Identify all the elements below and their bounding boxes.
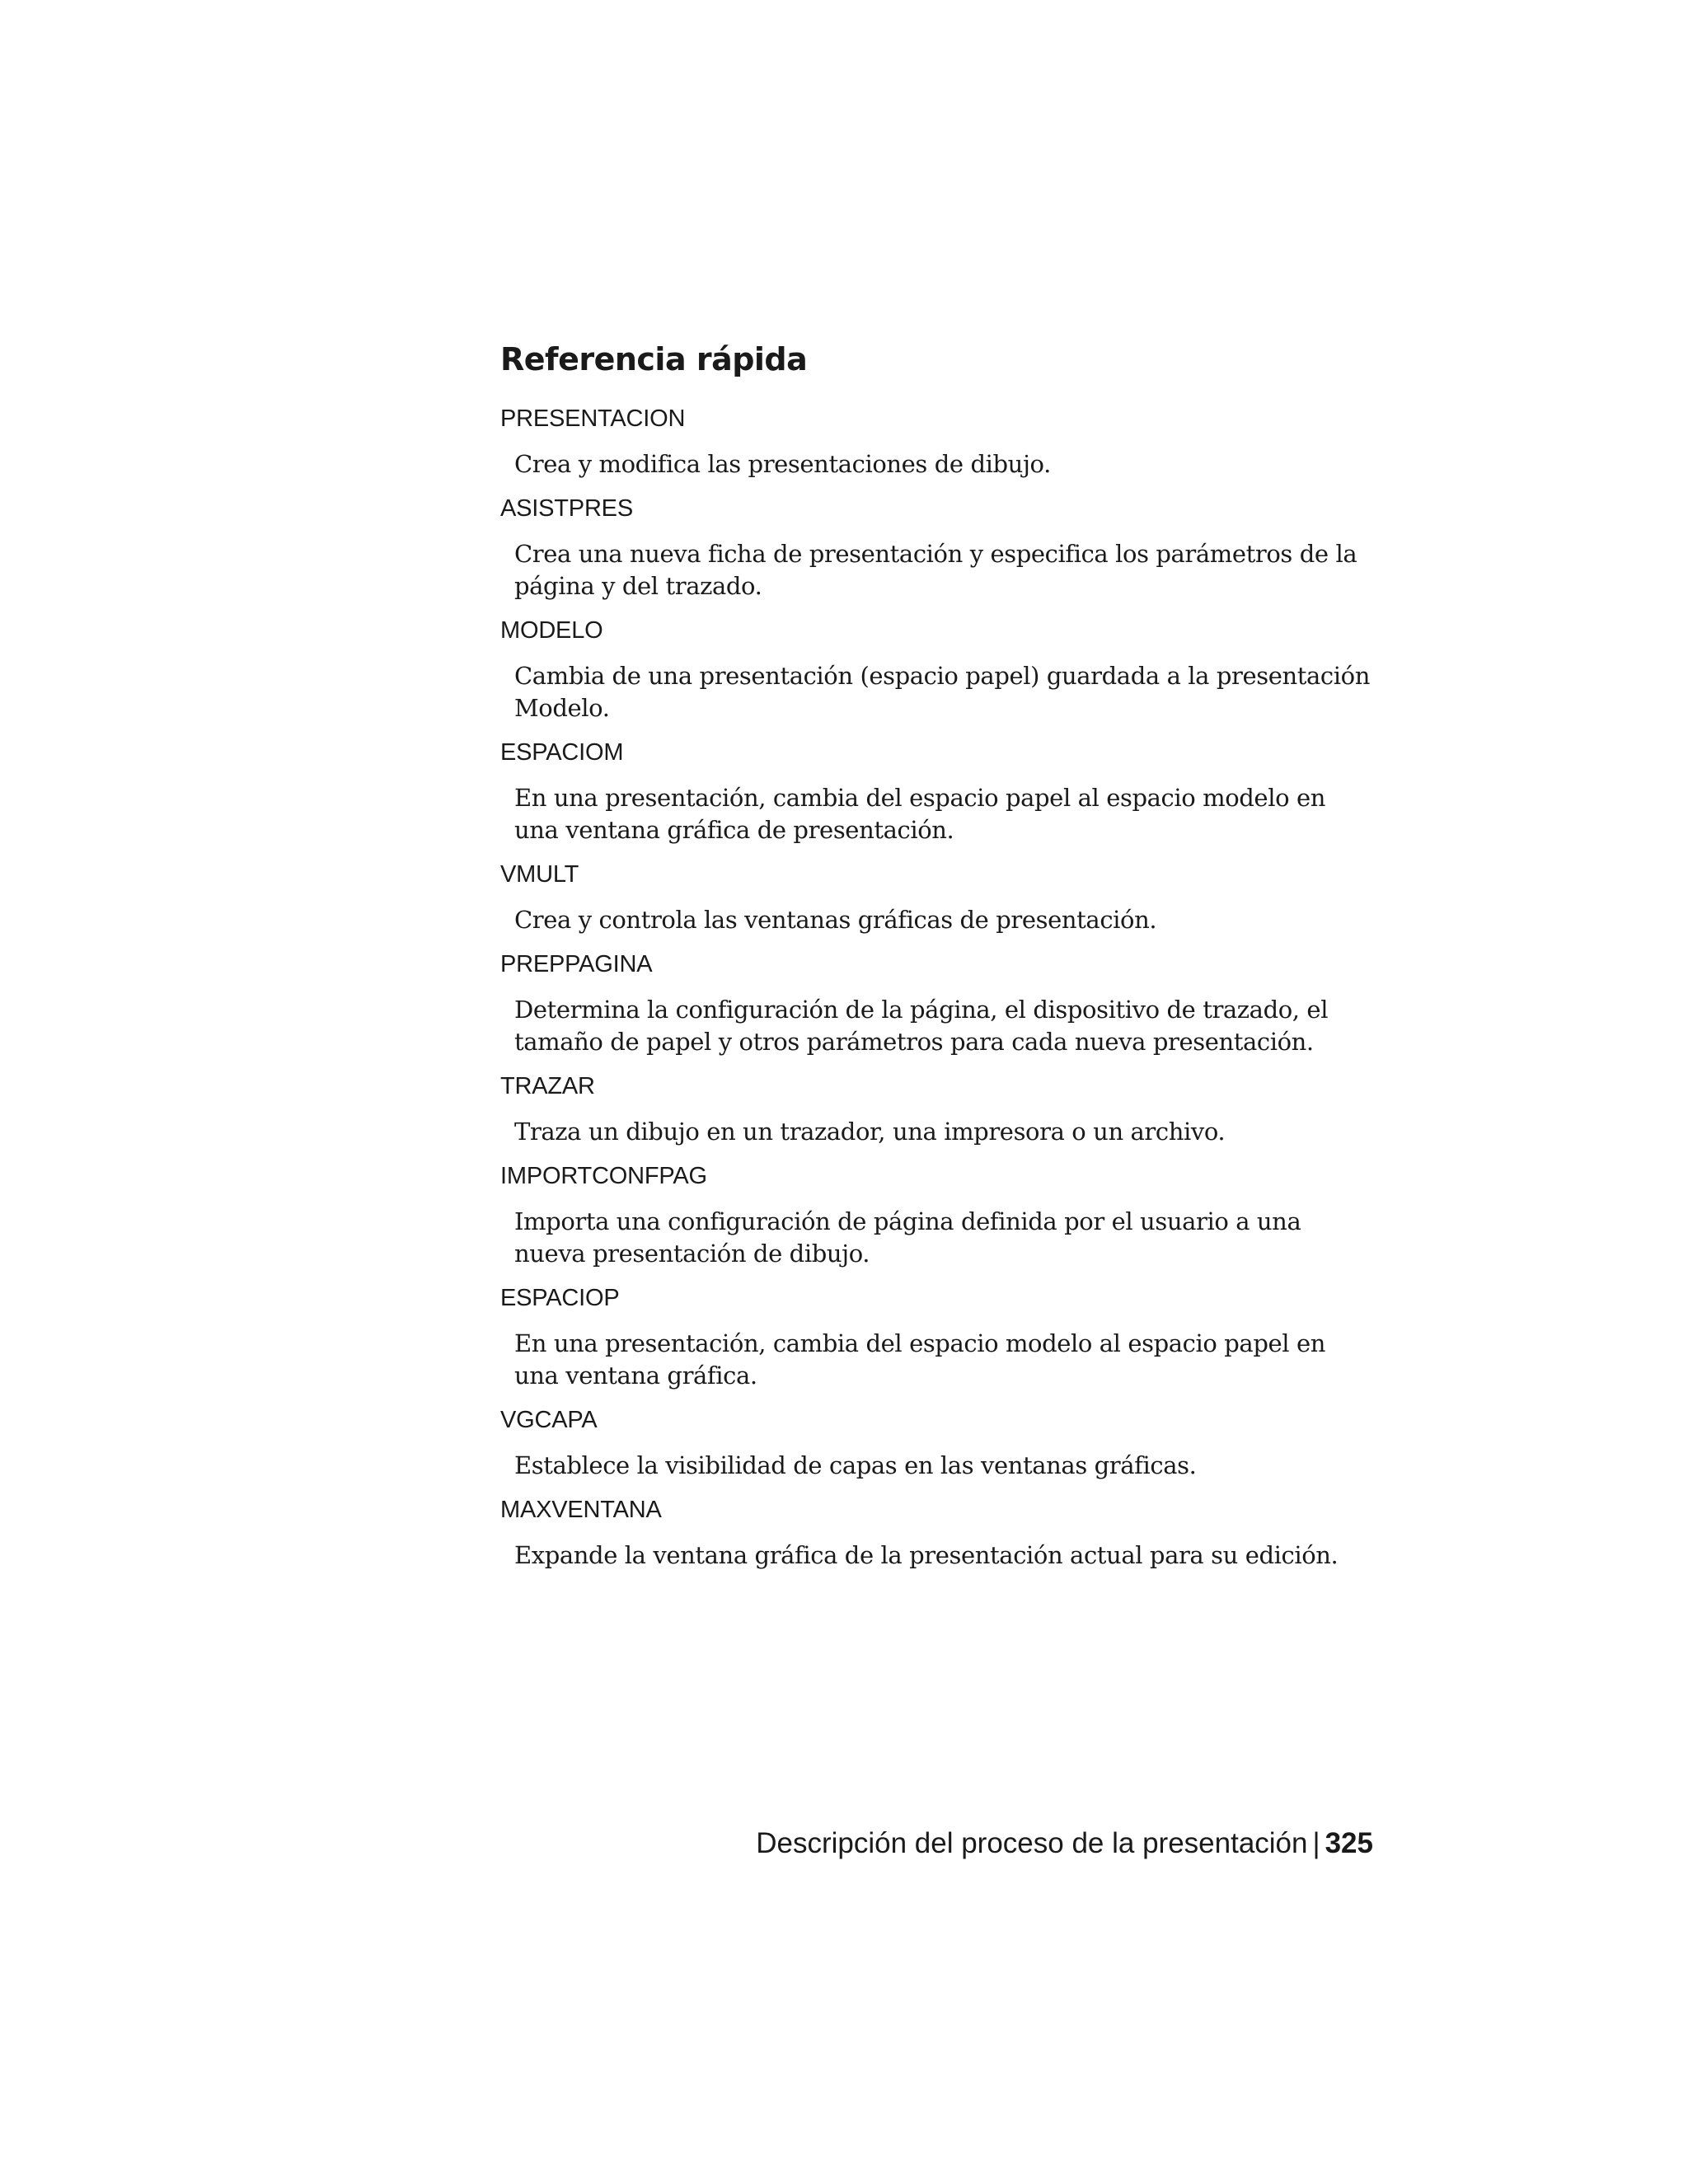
- command-entry: [500, 1070, 1374, 1148]
- command-entry: [500, 1493, 1374, 1572]
- command-name: VMULT: [500, 861, 579, 888]
- command-description: Cambia de una presentación (espacio papel) guardada a la presentación Modelo.: [514, 662, 1370, 722]
- command-name: IMPORTCONFPAG: [500, 1163, 707, 1189]
- command-name: PREPPAGINA: [500, 951, 653, 977]
- command-entry: [500, 402, 1374, 480]
- command-name: VGCAPA: [500, 1407, 598, 1433]
- command-name: TRAZAR: [500, 1073, 595, 1099]
- command-description: Expande la ventana gráfica de la presentación actual para su edición.: [514, 1541, 1339, 1569]
- command-description: Crea una nueva ficha de presentación y especifica los parámetros de la página y del trazado.: [514, 540, 1357, 600]
- command-entry: [500, 492, 1374, 602]
- footer-separator: |: [1312, 1827, 1320, 1859]
- command-name: PRESENTACION: [500, 405, 686, 432]
- command-entry: [500, 614, 1374, 724]
- section-title: Referencia rápida: [500, 341, 808, 377]
- command-description: Crea y modifica las presentaciones de dibujo.: [514, 450, 1051, 478]
- command-entry: [500, 1160, 1374, 1270]
- command-description: Determina la configuración de la página, el dispositivo de trazado, el tamaño de papel y otros parámetros para cada nueva presentación.: [514, 996, 1329, 1056]
- command-description: En una presentación, cambia del espacio papel al espacio modelo en una ventana gráfica de presentación.: [514, 784, 1325, 844]
- command-description: Crea y controla las ventanas gráficas de presentación.: [514, 906, 1157, 934]
- command-description: En una presentación, cambia del espacio modelo al espacio papel en una ventana gráfica.: [514, 1329, 1325, 1390]
- page-number: 325: [1325, 1827, 1373, 1859]
- command-name: ESPACIOP: [500, 1285, 620, 1311]
- command-description: Importa una configuración de página definida por el usuario a una nueva presentación de dibujo.: [514, 1207, 1301, 1268]
- command-entry: [500, 1404, 1374, 1482]
- footer-chapter-title: Descripción del proceso de la presentación: [756, 1827, 1308, 1859]
- page-footer: [756, 1823, 1373, 1864]
- command-name: ASISTPRES: [500, 495, 633, 522]
- command-entry: [500, 948, 1374, 1058]
- command-entry: [500, 858, 1374, 936]
- page-content: [500, 336, 1374, 1583]
- command-entry: [500, 736, 1374, 846]
- command-name: MODELO: [500, 617, 603, 644]
- command-name: ESPACIOM: [500, 739, 624, 766]
- command-description: Traza un dibujo en un trazador, una impresora o un archivo.: [514, 1118, 1226, 1146]
- command-description: Establece la visibilidad de capas en las ventanas gráficas.: [514, 1451, 1197, 1479]
- command-list: [500, 402, 1374, 1572]
- command-entry: [500, 1282, 1374, 1392]
- command-name: MAXVENTANA: [500, 1497, 662, 1523]
